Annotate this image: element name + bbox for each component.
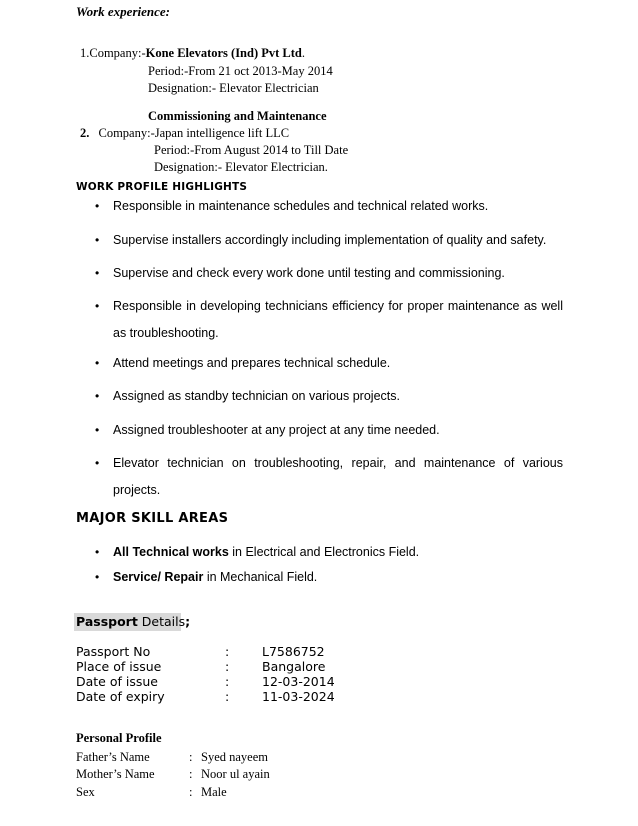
bullet-icon: • (95, 570, 100, 584)
company-1-name: Kone Elevators (Ind) Pvt Ltd (145, 46, 302, 60)
passport-value: 12-03-2014 (262, 674, 335, 689)
skill-text: in Electrical and Electronics Field. (228, 545, 420, 559)
company-1-period: Period:-From 21 oct 2013-May 2014 (148, 64, 333, 78)
list-item (95, 545, 419, 559)
company-1-suffix: . (301, 46, 305, 60)
passport-heading (74, 613, 191, 631)
list-item-text: Responsible in maintenance schedules and technical related works. (113, 199, 489, 213)
personal-value: Noor ul ayain (201, 767, 270, 781)
bullet-icon: • (95, 233, 100, 247)
personal-value: Male (201, 785, 227, 799)
passport-label: Date of expiry (76, 689, 165, 704)
work-experience-heading: Work experience: (76, 4, 170, 19)
passport-value: 11-03-2024 (262, 689, 335, 704)
list-item (95, 350, 563, 377)
list-item-text: Assigned as standby technician on various projects. (113, 389, 400, 403)
passport-value: Bangalore (262, 659, 326, 674)
company-2-department: Commissioning and Maintenance (148, 109, 327, 123)
passport-heading-end: ; (185, 614, 191, 629)
list-item (95, 570, 317, 584)
skill-text: in Mechanical Field. (203, 570, 318, 584)
passport-label: Place of issue (76, 659, 162, 674)
list-item (95, 293, 563, 347)
company-2-number: 2. (80, 126, 90, 140)
list-item (95, 227, 563, 254)
personal-profile-heading: Personal Profile (76, 731, 162, 745)
personal-separator: : (189, 785, 193, 799)
bullet-icon: • (95, 199, 100, 213)
bullet-icon: • (95, 456, 100, 470)
work-profile-heading: WORK PROFILE HIGHLIGHTS (76, 181, 248, 193)
list-item-text: Elevator technician on troubleshooting, repair, and maintenance of various projects. (113, 456, 563, 497)
bullet-icon: • (95, 356, 100, 370)
company-2-name: Company:-Japan intelligence lift LLC (98, 126, 290, 140)
skill-highlight: All Technical works (113, 545, 229, 559)
passport-heading-text: Details (137, 614, 186, 629)
list-item (95, 260, 563, 287)
list-item-text: Assigned troubleshooter at any project at any time needed. (113, 423, 440, 437)
skill-highlight: Service/ Repair (113, 570, 204, 584)
company-2-period: Period:-From August 2014 to Till Date (154, 143, 349, 157)
company-2-designation: Designation:- Elevator Electrician. (154, 160, 328, 174)
personal-separator: : (189, 767, 193, 781)
bullet-icon: • (95, 389, 100, 403)
passport-separator: : (225, 659, 230, 674)
personal-label: Father’s Name (76, 750, 150, 764)
list-item-text: Supervise and check every work done until testing and commissioning. (113, 266, 505, 280)
bullet-icon: • (95, 423, 100, 437)
personal-label: Mother’s Name (76, 767, 155, 781)
list-item (95, 450, 563, 504)
list-item (95, 383, 563, 410)
passport-separator: : (225, 674, 230, 689)
list-item-text: Responsible in developing technicians efficiency for proper maintenance as well as troubleshooting. (113, 299, 563, 340)
list-item (95, 417, 563, 444)
bullet-icon: • (95, 545, 100, 559)
passport-separator: : (225, 689, 230, 704)
company-1-prefix: 1.Company:- (80, 46, 146, 60)
company-1-designation: Designation:- Elevator Electrician (148, 81, 319, 95)
passport-label: Date of issue (76, 674, 158, 689)
passport-separator: : (225, 644, 230, 659)
list-item-text: Attend meetings and prepares technical schedule. (113, 356, 391, 370)
passport-heading-bold: Passport (76, 614, 138, 629)
passport-value: L7586752 (262, 644, 325, 659)
skills-heading: MAJOR SKILL AREAS (76, 511, 229, 526)
list-item (95, 193, 563, 220)
list-item-text: Supervise installers accordingly including implementation of quality and safety. (113, 233, 547, 247)
passport-label: Passport No (76, 644, 151, 659)
bullet-icon: • (95, 299, 100, 313)
personal-label: Sex (76, 785, 95, 799)
personal-value: Syed nayeem (201, 750, 268, 764)
bullet-icon: • (95, 266, 100, 280)
personal-separator: : (189, 750, 193, 764)
